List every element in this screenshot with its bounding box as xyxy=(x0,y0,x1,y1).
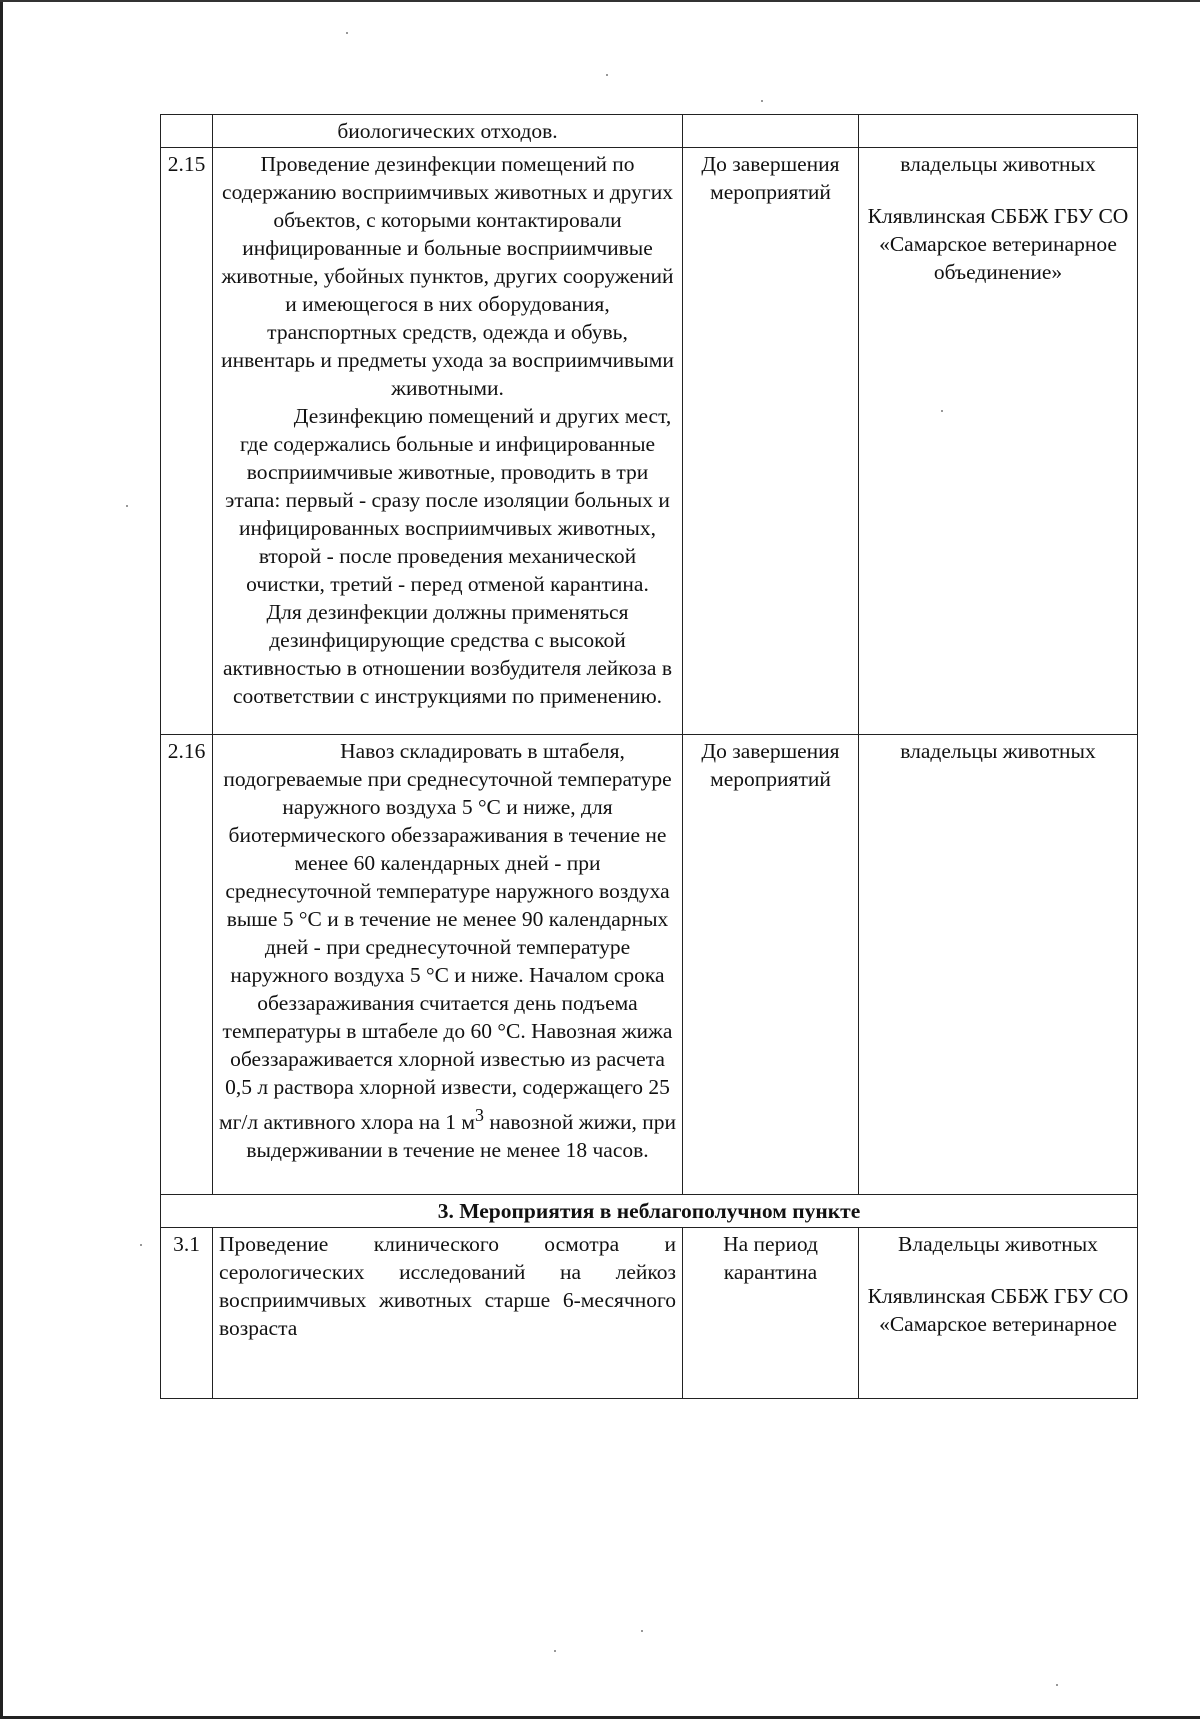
term-text: До завершения мероприятий xyxy=(701,739,840,791)
measure-text-cell xyxy=(213,1228,683,1399)
row-number-cell xyxy=(161,735,213,1195)
measure-text-cell xyxy=(213,735,683,1195)
responsible-cell xyxy=(859,735,1138,1195)
responsible-text: Клявлинская СББЖ ГБУ СО «Самарское ветеринарное объединение» xyxy=(867,204,1129,284)
measure-text: биологических отходов. xyxy=(337,119,558,143)
table-row xyxy=(161,1228,1138,1399)
spacer xyxy=(865,178,1131,202)
term-text: До завершения мероприятий xyxy=(701,152,840,204)
scan-speck xyxy=(606,74,608,76)
measure-text-cell xyxy=(213,148,683,735)
term-cell xyxy=(683,115,859,148)
row-number: 2.15 xyxy=(167,152,206,176)
row-number-cell xyxy=(161,1228,213,1399)
scan-edge-top xyxy=(0,0,1200,2)
scan-speck xyxy=(126,505,128,507)
term-cell xyxy=(683,735,859,1195)
table-row xyxy=(161,735,1138,1195)
measure-paragraph: Дезинфекцию помещений и других мест, где содержались больные и инфицированные восприимчивые животные, проводить в три этапа: первый - сразу после изоляции больных и инфицированных восприимчивых животных, второй - после проведения механической очистки, третий - перед отменой карантина. xyxy=(225,404,672,596)
scan-speck xyxy=(1056,1684,1058,1686)
section-header-row xyxy=(161,1195,1138,1228)
measure-paragraph: Проведение дезинфекции помещений по содержанию восприимчивых животных и других объектов, с которыми контактировали инфицированные и больные восприимчивые животные, убойных пунктов, других сооружений и имеющегося в них оборудования, транспортных средств, одежда и обувь, инвентарь и предметы ухода за восприимчивыми животными. xyxy=(221,152,674,400)
measure-text-part: Навоз складировать в штабеля, подогреваемые при среднесуточной температуре наружного воздуха 5 °С и ниже, для биотермического обеззараживания в течение не менее 60 календарных дней - при среднесуточной температуре наружного воздуха выше 5 °С и в течение не менее 90 календарных дней - при среднесуточной температуре наружного воздуха 5 °С и ниже. Началом срока обеззараживания считается день подъема температуры в штабеле до 60 °С. Навозная жижа обеззараживается хлорной известью из расчета 0,5 л раствора хлорной извести, содержащего 25 мг/л активного хлора на 1 м xyxy=(219,739,673,1135)
scan-speck xyxy=(761,100,763,102)
term-cell xyxy=(683,148,859,735)
measure-text: Проведение клинического осмотра и серологических исследований на лейкоз восприимчивых животных старше 6-месячного возраста xyxy=(219,1232,676,1341)
responsible-text: Владельцы животных xyxy=(898,1232,1098,1257)
scan-speck xyxy=(346,32,348,34)
section-title-cell xyxy=(161,1195,1138,1228)
measure-paragraph: Для дезинфекции должны применяться дезинфицирующие средства с высокой активностью в отношении возбудителя лейкоза в соответствии с инструкциями по применению. xyxy=(223,600,672,708)
responsible-text: владельцы животных xyxy=(900,739,1096,763)
table-row xyxy=(161,115,1138,148)
spacer xyxy=(865,1258,1131,1282)
superscript: 3 xyxy=(474,1105,484,1125)
responsible-cell xyxy=(859,1228,1138,1399)
row-number: 3.1 xyxy=(173,1232,200,1257)
section-title: 3. Мероприятия в неблагополучном пункте xyxy=(437,1199,861,1224)
measure-paragraph xyxy=(219,737,676,1164)
responsible-text: владельцы животных xyxy=(900,152,1096,176)
scan-edge-left xyxy=(0,0,3,1719)
scan-speck xyxy=(554,1650,556,1652)
term-cell xyxy=(683,1228,859,1399)
row-number: 2.16 xyxy=(167,739,206,763)
measure-text-cell xyxy=(213,115,683,148)
responsible-text: Клявлинская СББЖ ГБУ СО «Самарское ветеринарное xyxy=(867,1284,1129,1337)
responsible-cell xyxy=(859,148,1138,735)
measures-table xyxy=(160,114,1138,1399)
scan-speck xyxy=(641,1630,643,1632)
responsible-cell xyxy=(859,115,1138,148)
row-number-cell xyxy=(161,115,213,148)
row-number-cell xyxy=(161,148,213,735)
measure-text-part: навозной жижи, при выдерживании в течение не менее 18 часов. xyxy=(246,1110,676,1163)
term-text: На период карантина xyxy=(723,1232,818,1285)
scan-speck xyxy=(140,1244,142,1246)
table-row xyxy=(161,148,1138,735)
